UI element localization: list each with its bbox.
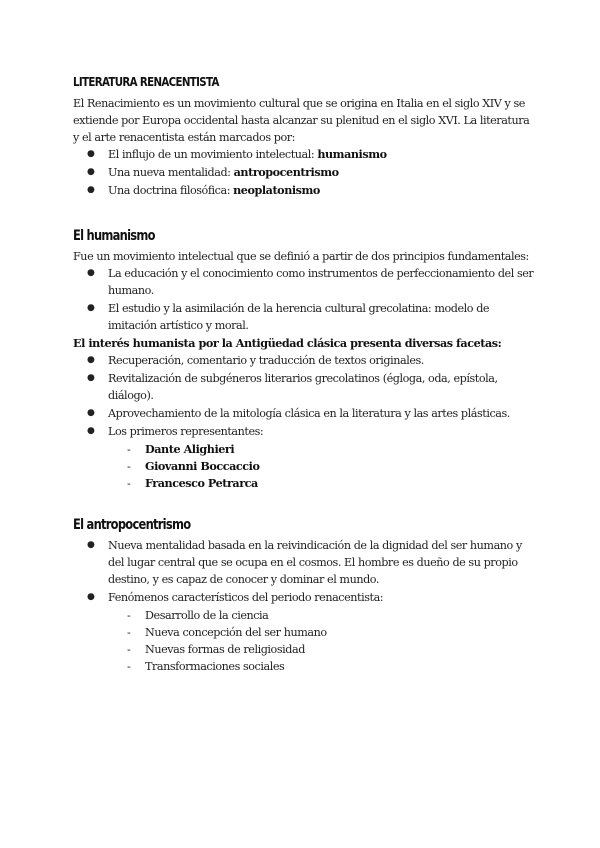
dash-icon: - [127,443,131,456]
bullet-icon: ● [87,355,95,365]
bullet-icon: ● [87,373,95,383]
humanismo-intro: Fue un movimiento intelectual que se definió a partir de dos principios fundamentales: [73,250,529,263]
list-item: ● Aprovechamiento de la mitología clásica en la literatura y las artes plásticas. [87,407,510,420]
bullet-icon: ● [87,149,95,159]
section-heading-humanismo: El humanismo [73,228,155,244]
interest-heading: El interés humanista por la Antigüedad clásica presenta diversas facetas: [73,336,502,350]
principles-list [73,265,535,334]
list-item: - Dante Alighieri [127,442,235,456]
representatives-list [108,441,535,492]
section-heading-antropocentrismo: El antropocentrismo [73,517,191,533]
dash-icon: - [127,609,131,622]
list-item: - Desarrollo de la ciencia [127,609,269,622]
bullet-icon: ● [87,408,95,418]
section-spacer [73,493,535,515]
list-item: ● Revitalización de subgéneros literarios grecolatinos (égloga, oda, epístola, diálogo). [87,372,498,402]
list-item: - Nuevas formas de religiosidad [127,643,305,656]
list-item: - Francesco Petrarca [127,476,258,490]
section-spacer [73,200,535,226]
list-item: ● Fenómenos característicos del periodo renacentista: - Desarrollo de la ciencia - Nueva concepción del ser humano - Nuevas formas de religiosidad - Transformaciones sociales [73,589,535,675]
list-item: ● El influjo de un movimiento intelectual: humanismo [87,147,387,161]
list-item: ● Los primeros representantes: - Dante Alighieri - Giovanni Boccaccio - Francesco Petrarca [73,423,535,492]
list-item: ● Nueva mentalidad basada en la reivindicación de la dignidad del ser humano y del lugar central que se ocupa en el cosmos. El hombre es dueño de su propio destino, y es capaz de conocer y dominar el mundo. [87,539,522,586]
bullet-icon: ● [87,592,95,602]
list-item: - Giovanni Boccaccio [127,459,260,473]
dash-icon: - [127,626,131,639]
document-content [73,73,535,676]
intro-list [73,146,535,199]
list-item: ● El estudio y la asimilación de la herencia cultural grecolatina: modelo de imitación artístico y moral. [87,302,490,332]
bullet-icon: ● [87,167,95,177]
bullet-icon: ● [87,268,95,278]
intro-paragraph: El Renacimiento es un movimiento cultural que se origina en Italia en el siglo XIV y se extiende por Europa occidental hasta alcanzar su plenitud en el siglo XVI. La literatura y el arte renacentista están marcados por: [73,97,530,144]
phenomena-list [108,607,535,675]
list-item: ● Una nueva mentalidad: antropocentrismo [87,165,339,179]
bullet-icon: ● [87,540,95,550]
list-item: ● Una doctrina filosófica: neoplatonismo [87,183,320,197]
facets-list [73,352,535,492]
list-item: - Nueva concepción del ser humano [127,626,327,639]
bullet-icon: ● [87,426,95,436]
dash-icon: - [127,660,131,673]
bullet-icon: ● [87,185,95,195]
dash-icon: - [127,477,131,490]
document-title: LITERATURA RENACENTISTA [73,74,219,89]
dash-icon: - [127,460,131,473]
dash-icon: - [127,643,131,656]
antropocentrismo-list [73,537,535,675]
list-item: ● Recuperación, comentario y traducción de textos originales. [87,354,424,367]
list-item: ● La educación y el conocimiento como instrumentos de perfeccionamiento del ser humano. [87,267,534,297]
bullet-icon: ● [87,303,95,313]
list-item: - Transformaciones sociales [127,660,285,673]
